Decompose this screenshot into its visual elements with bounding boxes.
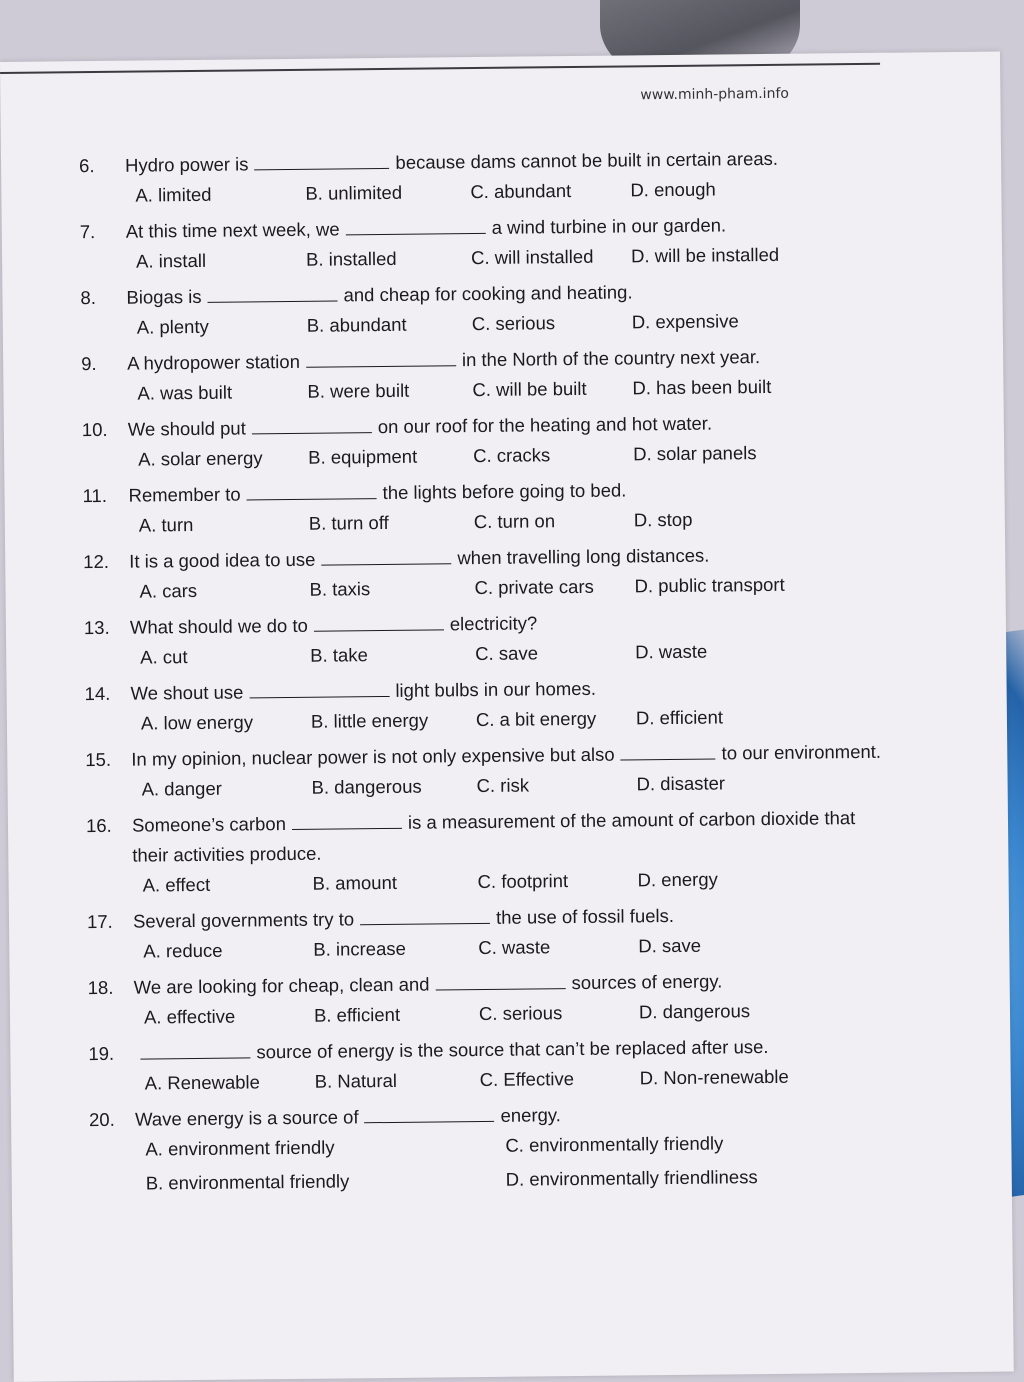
question-16 (86, 803, 887, 901)
question-number: 17. (87, 907, 133, 937)
question-number: 20. (89, 1105, 135, 1135)
answer-blank (306, 347, 456, 368)
question-text: electricity? (450, 612, 538, 634)
question-text: A hydropower station (127, 351, 300, 374)
option-d: D. solar panels (633, 437, 833, 469)
answer-blank (292, 810, 402, 830)
question-7 (80, 209, 881, 277)
option-b: B. dangerous (311, 771, 476, 803)
option-c: C. turn on (474, 505, 634, 537)
answer-blank (252, 414, 372, 434)
question-text: It is a good idea to use (129, 549, 315, 572)
option-b: B. increase (313, 933, 478, 965)
question-number: 11. (82, 481, 128, 511)
answer-blank (364, 1103, 494, 1123)
worksheet-page (0, 52, 1014, 1382)
option-b: B. equipment (308, 441, 473, 473)
option-c: C. Effective (480, 1063, 640, 1095)
question-20 (89, 1097, 890, 1203)
option-a: A. reduce (143, 935, 313, 967)
option-b: B. Natural (315, 1065, 480, 1097)
option-c: C. will be built (472, 373, 632, 405)
option-a: A. Renewable (145, 1067, 315, 1099)
question-13 (84, 605, 885, 673)
option-d: D. expensive (632, 305, 832, 337)
option-c: C. will installed (471, 241, 631, 273)
option-d: D. efficient (636, 701, 836, 733)
answer-blank (321, 545, 451, 565)
option-a: A. turn (139, 509, 309, 541)
option-b: B. amount (312, 867, 477, 899)
question-number: 15. (85, 745, 131, 775)
question-number: 18. (88, 973, 134, 1003)
option-d: D. stop (634, 503, 834, 535)
question-text: and cheap for cooking and heating. (343, 281, 632, 305)
question-list (79, 143, 890, 1209)
answer-blank (140, 1039, 250, 1059)
question-12 (83, 539, 884, 607)
question-number: 14. (84, 679, 130, 709)
answer-blank (249, 678, 389, 698)
question-8 (80, 275, 881, 343)
answer-blank (435, 970, 565, 990)
option-d: D. public transport (634, 569, 834, 601)
option-c: C. footprint (477, 865, 637, 897)
option-d: D. waste (635, 635, 835, 667)
answer-blank (620, 741, 715, 761)
question-text: when travelling long distances. (457, 545, 709, 569)
option-b: B. installed (306, 243, 471, 275)
question-text: in the North of the country next year. (462, 346, 760, 370)
option-a: A. solar energy (138, 443, 308, 475)
question-6 (79, 143, 880, 211)
question-text: Biogas is (126, 286, 201, 308)
option-a: A. cut (140, 641, 310, 673)
answer-blank (254, 150, 389, 170)
answer-blank (360, 905, 490, 925)
option-a: A. was built (137, 377, 307, 409)
question-number: 9. (81, 349, 127, 379)
option-a: A. plenty (137, 311, 307, 343)
question-text: Remember to (128, 484, 240, 506)
answer-blank (207, 282, 337, 302)
question-text: the use of fossil fuels. (496, 905, 674, 928)
option-d: D. energy (637, 863, 837, 895)
answer-blank (314, 611, 444, 631)
option-c: C. private cars (474, 571, 634, 603)
option-a: A. effect (142, 869, 312, 901)
question-text: We shout use (131, 681, 244, 703)
option-b: B. turn off (309, 507, 474, 539)
question-text: to our environment. (722, 741, 882, 764)
option-a: A. low energy (141, 707, 311, 739)
option-a: A. cars (139, 575, 309, 607)
option-b: B. taxis (309, 573, 474, 605)
website-url: www.minh-pham.info (640, 86, 789, 104)
option-a: A. install (136, 245, 306, 277)
option-d: D. disaster (636, 767, 836, 799)
question-10 (82, 407, 883, 475)
option-c: C. cracks (473, 439, 633, 471)
question-text: We are looking for cheap, clean and (134, 974, 430, 998)
option-d: D. save (638, 929, 838, 961)
option-c: C. waste (478, 931, 638, 963)
question-11 (82, 473, 883, 541)
option-d: D. has been built (632, 371, 832, 403)
question-text: on our roof for the heating and hot water. (378, 413, 712, 437)
question-number: 10. (82, 415, 128, 445)
option-c: C. environmentally friendly (505, 1127, 845, 1165)
question-text: energy. (500, 1104, 561, 1126)
question-text: the lights before going to bed. (382, 479, 626, 503)
header-rule (0, 63, 880, 74)
question-19 (88, 1031, 889, 1099)
question-number: 12. (83, 547, 129, 577)
question-number: 7. (80, 217, 126, 247)
option-b: B. unlimited (305, 177, 470, 209)
option-c: C. abundant (470, 175, 630, 207)
option-d: D. enough (630, 173, 830, 205)
question-number: 19. (88, 1039, 134, 1069)
option-a: A. limited (135, 179, 305, 211)
answer-blank (346, 215, 486, 235)
option-c: C. save (475, 637, 635, 669)
question-text: light bulbs in our homes. (395, 678, 596, 701)
option-b: B. were built (307, 375, 472, 407)
question-text: At this time next week, we (126, 218, 340, 241)
option-c: C. risk (476, 769, 636, 801)
answer-blank (246, 480, 376, 500)
question-text: We should put (128, 417, 246, 439)
option-d: D. dangerous (639, 995, 839, 1027)
question-text: Someone’s carbon (132, 813, 286, 836)
question-text: In my opinion, nuclear power is not only expensive but also (131, 744, 615, 770)
option-b: B. efficient (314, 999, 479, 1031)
question-text: is a measurement of the amount of carbon dioxide that their activities produce. (132, 807, 855, 866)
option-c: C. a bit energy (476, 703, 636, 735)
question-text: Several governments try to (133, 908, 354, 931)
question-text: a wind turbine in our garden. (492, 214, 727, 237)
question-text: Hydro power is (125, 153, 249, 175)
question-text: because dams cannot be built in certain areas. (395, 148, 778, 173)
option-b: B. environmental friendly (146, 1165, 506, 1203)
option-d: D. environmentally friendliness (506, 1161, 846, 1199)
option-b: B. abundant (307, 309, 472, 341)
option-b: B. little energy (311, 705, 476, 737)
option-a: A. environment friendly (145, 1131, 505, 1169)
option-c: C. serious (479, 997, 639, 1029)
question-17 (87, 899, 888, 967)
question-15 (85, 737, 886, 805)
question-18 (88, 965, 889, 1033)
question-text: What should we do to (130, 615, 308, 638)
question-number: 13. (84, 613, 130, 643)
question-text: Wave energy is a source of (135, 1106, 359, 1129)
question-14 (84, 671, 885, 739)
option-b: B. take (310, 639, 475, 671)
option-d: D. will be installed (631, 239, 831, 271)
question-number: 8. (80, 283, 126, 313)
question-number: 16. (86, 811, 133, 871)
option-c: C. serious (472, 307, 632, 339)
option-a: A. effective (144, 1001, 314, 1033)
option-d: D. Non-renewable (640, 1061, 840, 1093)
question-text: source of energy is the source that can’t be replaced after use. (256, 1036, 768, 1062)
question-number: 6. (79, 151, 125, 181)
question-text: sources of energy. (571, 970, 722, 993)
option-a: A. danger (141, 773, 311, 805)
question-9 (81, 341, 882, 409)
